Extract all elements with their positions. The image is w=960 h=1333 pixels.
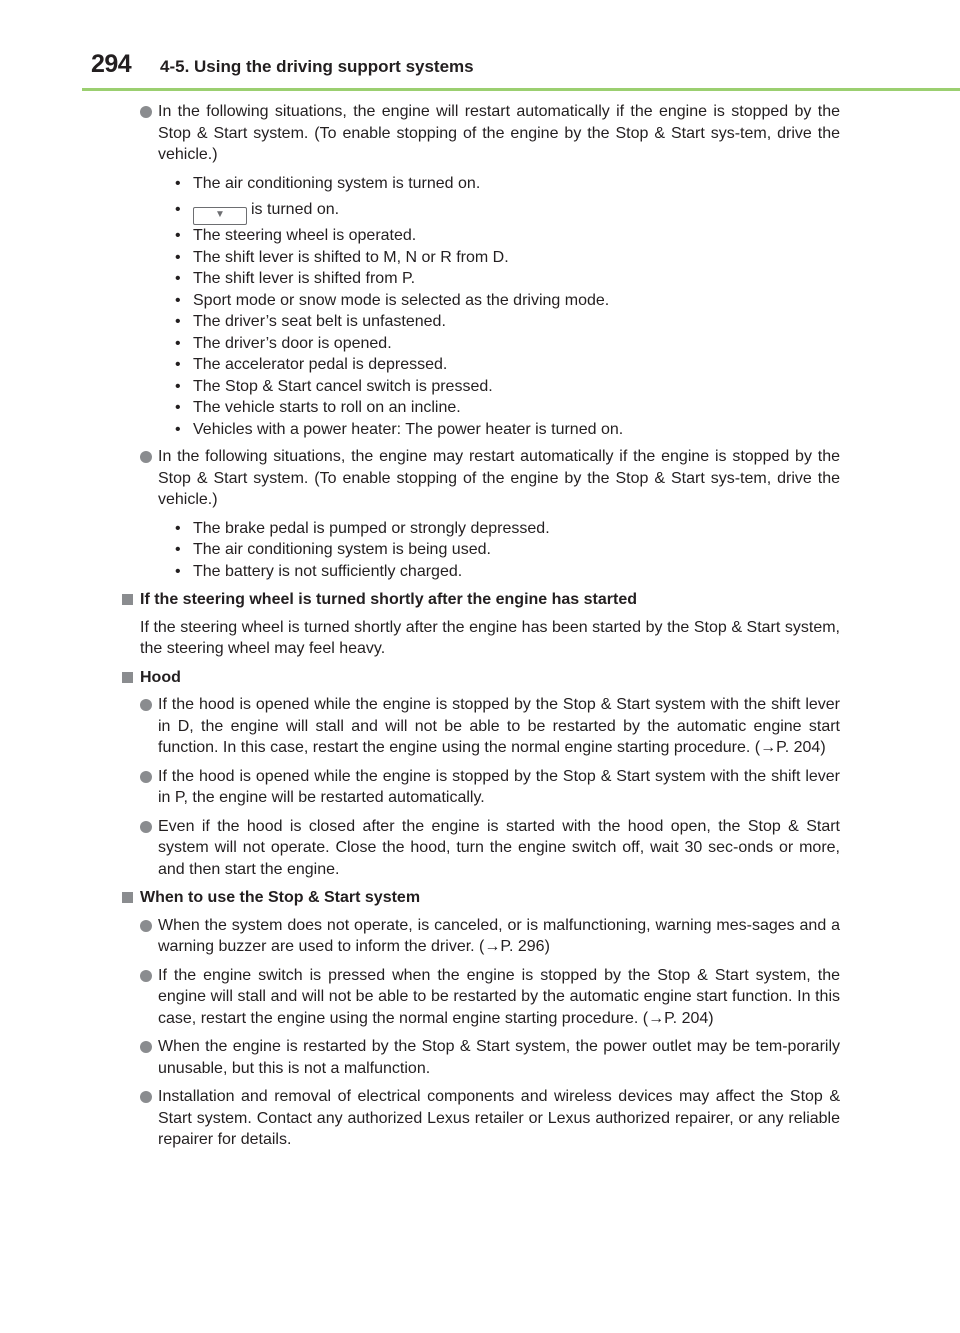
heading-steering — [120, 589, 840, 611]
bullet-restart-may — [120, 446, 840, 511]
list-item-text: is turned on. — [251, 201, 340, 218]
bullet-when — [120, 915, 840, 958]
bullet-dot-icon — [140, 920, 152, 932]
bullet-hood — [120, 694, 840, 759]
section-title: 4-5. Using the driving support systems — [160, 57, 474, 76]
list-item: • The accelerator pedal is depressed. — [175, 354, 840, 376]
page-content — [120, 101, 840, 1158]
list-item: • The steering wheel is operated. — [175, 225, 840, 247]
bullet-text: If the engine switch is pressed when the engine is stopped by the Stop & Start system, the engine will stall and will not be able to be restarted by the automatic engine start function. In this case, restart the engine using the normal engine starting procedure. (→P. 204) — [158, 966, 840, 1027]
bullet-text: In the following situations, the engine may restart automatically if the engine is stopped by the Stop & Start system. (To enable stopping of the engine by the Stop & Start sys-tem, drive the vehicle.) — [158, 448, 840, 508]
list-item: • The brake pedal is pumped or strongly depressed. — [175, 518, 840, 540]
list-item: • The vehicle starts to roll on an incline. — [175, 397, 840, 419]
list-item: • Vehicles with a power heater: The power heater is turned on. — [175, 419, 840, 441]
bullet-dot-icon — [140, 1041, 152, 1053]
bullet-when — [120, 1036, 840, 1079]
list-item — [175, 199, 840, 225]
bullet-text: When the system does not operate, is canceled, or is malfunctioning, warning mes-sages and a warning buzzer are used to inform the driver. (→P. 296) — [158, 916, 840, 955]
heading-text: Hood — [140, 668, 181, 686]
heading-square-icon — [122, 672, 133, 683]
bullet-dot-icon — [140, 1091, 152, 1103]
bullet-dot-icon — [140, 451, 152, 463]
bullet-text: Even if the hood is closed after the engine is started with the hood open, the Stop & Start system will not operate. Close the hood, turn the engine switch off, wait 30 sec-onds or more, and then start the engine. — [158, 817, 840, 878]
defroster-switch-icon: ▼ — [193, 207, 247, 225]
heading-when-to-use — [120, 887, 840, 909]
paragraph-steering: If the steering wheel is turned shortly after the engine has been started by the Stop & Start system, the steering wheel may feel heavy. — [140, 618, 840, 657]
list-item: • The shift lever is shifted to M, N or R from D. — [175, 247, 840, 269]
page-header — [0, 0, 960, 92]
bullet-hood — [120, 816, 840, 881]
bullet-dot-icon — [140, 699, 152, 711]
bullet-restart-automatic — [120, 101, 840, 166]
bullet-text: When the engine is restarted by the Stop & Start system, the power outlet may be tem-porarily unusable, but this is not a malfunction. — [158, 1038, 840, 1077]
heading-text: When to use the Stop & Start system — [140, 889, 421, 906]
heading-square-icon — [122, 594, 133, 605]
list-item: • The shift lever is shifted from P. — [175, 268, 840, 290]
bullet-text: If the hood is opened while the engine is stopped by the Stop & Start system with the shift lever in P, the engine will be restarted automatically. — [158, 767, 840, 806]
bullet-hood — [120, 766, 840, 809]
bullet-text: In the following situations, the engine will restart automatically if the engine is stopped by the Stop & Start system. (To enable stopping of the engine by the Stop & Start sys-tem, drive the vehicle.) — [158, 103, 840, 163]
bullet-dot-icon — [140, 106, 152, 118]
page-number: 294 — [91, 50, 132, 78]
bullet-when — [120, 965, 840, 1030]
list-item: • The driver’s door is opened. — [175, 333, 840, 355]
list-item: • The battery is not sufficiently charged. — [175, 561, 840, 583]
list-item: • The Stop & Start cancel switch is pressed. — [175, 376, 840, 398]
sub-list-restart — [120, 173, 840, 441]
heading-text: If the steering wheel is turned shortly after the engine has started — [140, 591, 637, 608]
bullet-text: If the hood is opened while the engine is stopped by the Stop & Start system with the shift lever in D, the engine will stall and will not be able to be restarted by the automatic engine start function. In this case, restart the engine using the normal engine starting procedure. (→P. 204) — [158, 696, 840, 756]
heading-hood — [120, 667, 840, 689]
bullet-dot-icon — [140, 970, 152, 982]
bullet-when — [120, 1086, 840, 1151]
bullet-dot-icon — [140, 771, 152, 783]
sub-list-may-restart — [120, 518, 840, 583]
list-item: • The driver’s seat belt is unfastened. — [175, 311, 840, 333]
bullet-dot-icon — [140, 821, 152, 833]
header-divider — [82, 88, 960, 91]
list-item: • Sport mode or snow mode is selected as the driving mode. — [175, 290, 840, 312]
heading-square-icon — [122, 892, 133, 903]
list-item: • The air conditioning system is turned on. — [175, 173, 840, 195]
list-item: • The air conditioning system is being used. — [175, 539, 840, 561]
bullet-text: Installation and removal of electrical components and wireless devices may affect the Stop & Start system. Contact any authorized Lexus retailer or Lexus authorized repairer, or any reliable repairer for details. — [158, 1088, 840, 1148]
